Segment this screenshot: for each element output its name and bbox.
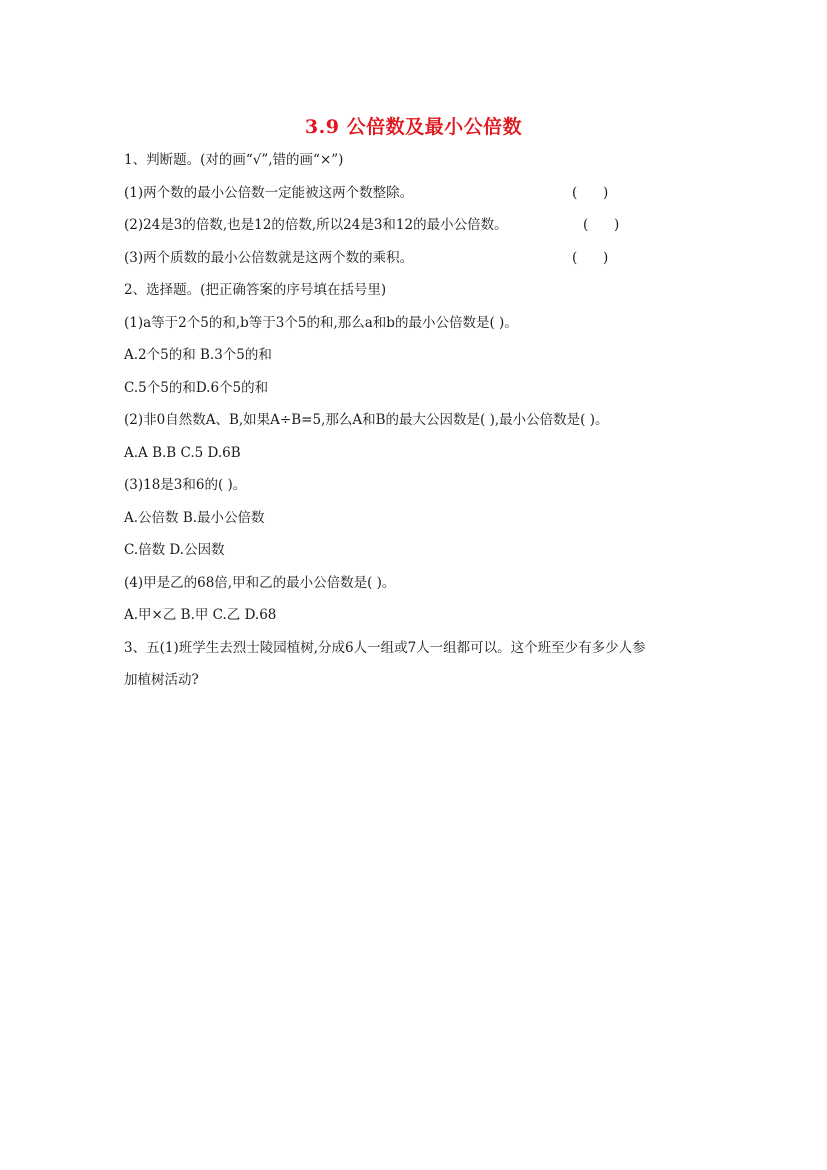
- q3-question-line-1: 3、五(1)班学生去烈士陵园植树,分成6人一组或7人一组都可以。这个班至少有多少人参: [124, 640, 646, 656]
- q2-sub1-options-cd: C.5个5的和D.6个5的和: [124, 380, 269, 396]
- q2-sub3-options-cd: C.倍数 D.公因数: [124, 542, 225, 558]
- q1-item-2-answer-blank: ( ): [583, 217, 620, 233]
- q2-sub4-options: A.甲×乙 B.甲 C.乙 D.68: [124, 607, 277, 623]
- q2-sub4-question: (4)甲是乙的68倍,甲和乙的最小公倍数是( )。: [124, 575, 396, 591]
- q2-sub3-question: (3)18是3和6的( )。: [124, 477, 247, 493]
- q2-sub1-options-ab: A.2个5的和 B.3个5的和: [124, 347, 272, 363]
- page-title: 3.9 公倍数及最小公倍数: [304, 116, 523, 138]
- q1-item-3: (3)两个质数的最小公倍数就是这两个数的乘积。: [124, 250, 414, 266]
- q3-question-line-2: 加植树活动?: [124, 672, 199, 688]
- q1-item-1-answer-blank: ( ): [572, 185, 609, 201]
- q2-sub3-options-ab: A.公倍数 B.最小公倍数: [124, 510, 265, 526]
- q1-item-2: (2)24是3的倍数,也是12的倍数,所以24是3和12的最小公倍数。: [124, 217, 508, 233]
- q2-heading: 2、选择题。(把正确答案的序号填在括号里): [124, 282, 387, 298]
- q2-sub1-question: (1)a等于2个5的和,b等于3个5的和,那么a和b的最小公倍数是( )。: [124, 315, 518, 331]
- q1-item-1: (1)两个数的最小公倍数一定能被这两个数整除。: [124, 185, 414, 201]
- q2-sub2-question: (2)非0自然数A、B,如果A÷B=5,那么A和B的最大公因数是( ),最小公倍数是( )。: [124, 412, 609, 428]
- q1-item-3-answer-blank: ( ): [572, 250, 609, 266]
- q2-sub2-options: A.A B.B C.5 D.6B: [124, 445, 241, 461]
- q1-heading: 1、判断题。(对的画“√”,错的画“×”): [124, 152, 344, 168]
